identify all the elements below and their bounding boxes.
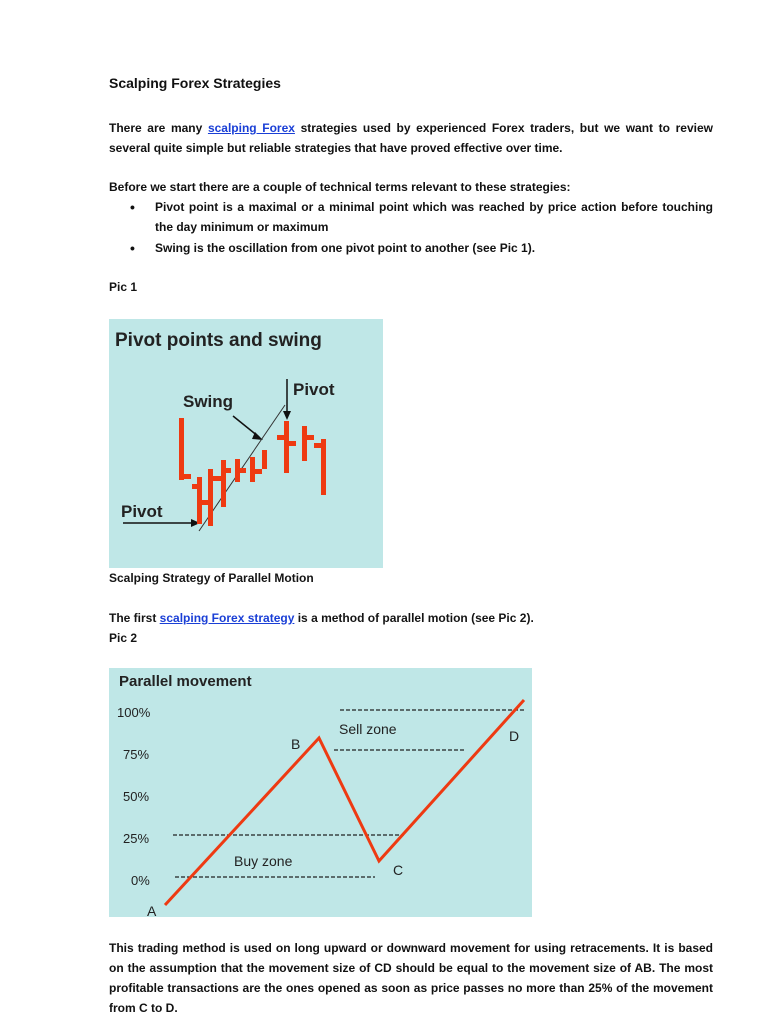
swing-label: Swing xyxy=(183,392,234,411)
bullet-symbol-2: • xyxy=(130,240,135,256)
bullet-pivot-point: Pivot point is a maximal or a minimal point which was reached by price action before touching the day minimum or maximum xyxy=(155,200,713,234)
point-c-label: C xyxy=(393,862,404,878)
page-title: Scalping Forex Strategies xyxy=(109,75,281,91)
tick-75: 75% xyxy=(123,747,150,762)
price-bars xyxy=(179,418,326,526)
first-strategy-before: The first xyxy=(109,611,160,625)
tick-100: 100% xyxy=(117,705,151,720)
point-a-label: A xyxy=(147,903,157,917)
pic2-caption: Pic 2 xyxy=(109,631,138,645)
scalping-forex-strategy-link[interactable]: scalping Forex strategy xyxy=(159,611,295,625)
first-strategy-line xyxy=(109,608,534,628)
pivot-top-arrowhead xyxy=(283,411,291,420)
tick-0: 0% xyxy=(131,873,150,888)
buy-zone-label: Buy zone xyxy=(234,853,293,869)
pic1-title: Pivot points and swing xyxy=(115,330,322,351)
tick-25: 25% xyxy=(123,831,150,846)
pic1-caption: Pic 1 xyxy=(109,280,138,294)
parallel-movement-svg xyxy=(109,668,532,917)
intro-paragraph xyxy=(109,118,713,158)
tick-50: 50% xyxy=(123,789,150,804)
parallel-movement-figure xyxy=(109,668,532,917)
section-heading: Scalping Strategy of Parallel Motion xyxy=(109,571,314,585)
intro-text-after: strategies used by experienced Forex traders, but we want to review several quite simple but reliable strategies that have proved effective over time. xyxy=(109,121,713,155)
pivot-swing-figure xyxy=(109,319,383,568)
closing-paragraph: This trading method is used on long upward or downward movement for using retracements. It is based on the assumption that the movement size of CD should be equal to the movement size of AB. The most profitable transactions are the ones opened as soon as price passes no more than 25% of the movement from C to D. xyxy=(109,941,713,1015)
sell-zone-label: Sell zone xyxy=(339,721,397,737)
pivot-bottom-label: Pivot xyxy=(121,502,163,521)
pivot-top-label: Pivot xyxy=(293,380,335,399)
scalping-forex-link[interactable]: scalping Forex xyxy=(207,121,295,135)
intro-text-before: There are many xyxy=(109,121,208,135)
bullet-swing: Swing is the oscillation from one pivot point to another (see Pic 1). xyxy=(155,241,536,255)
first-strategy-after: is a method of parallel motion (see Pic 2). xyxy=(294,611,534,625)
point-b-label: B xyxy=(291,736,301,752)
pic2-title: Parallel movement xyxy=(119,673,252,690)
point-d-label: D xyxy=(509,728,520,744)
terms-intro: Before we start there are a couple of technical terms relevant to these strategies: xyxy=(109,180,571,194)
bullet-symbol-1: • xyxy=(130,199,135,215)
pivot-swing-svg xyxy=(109,319,383,568)
